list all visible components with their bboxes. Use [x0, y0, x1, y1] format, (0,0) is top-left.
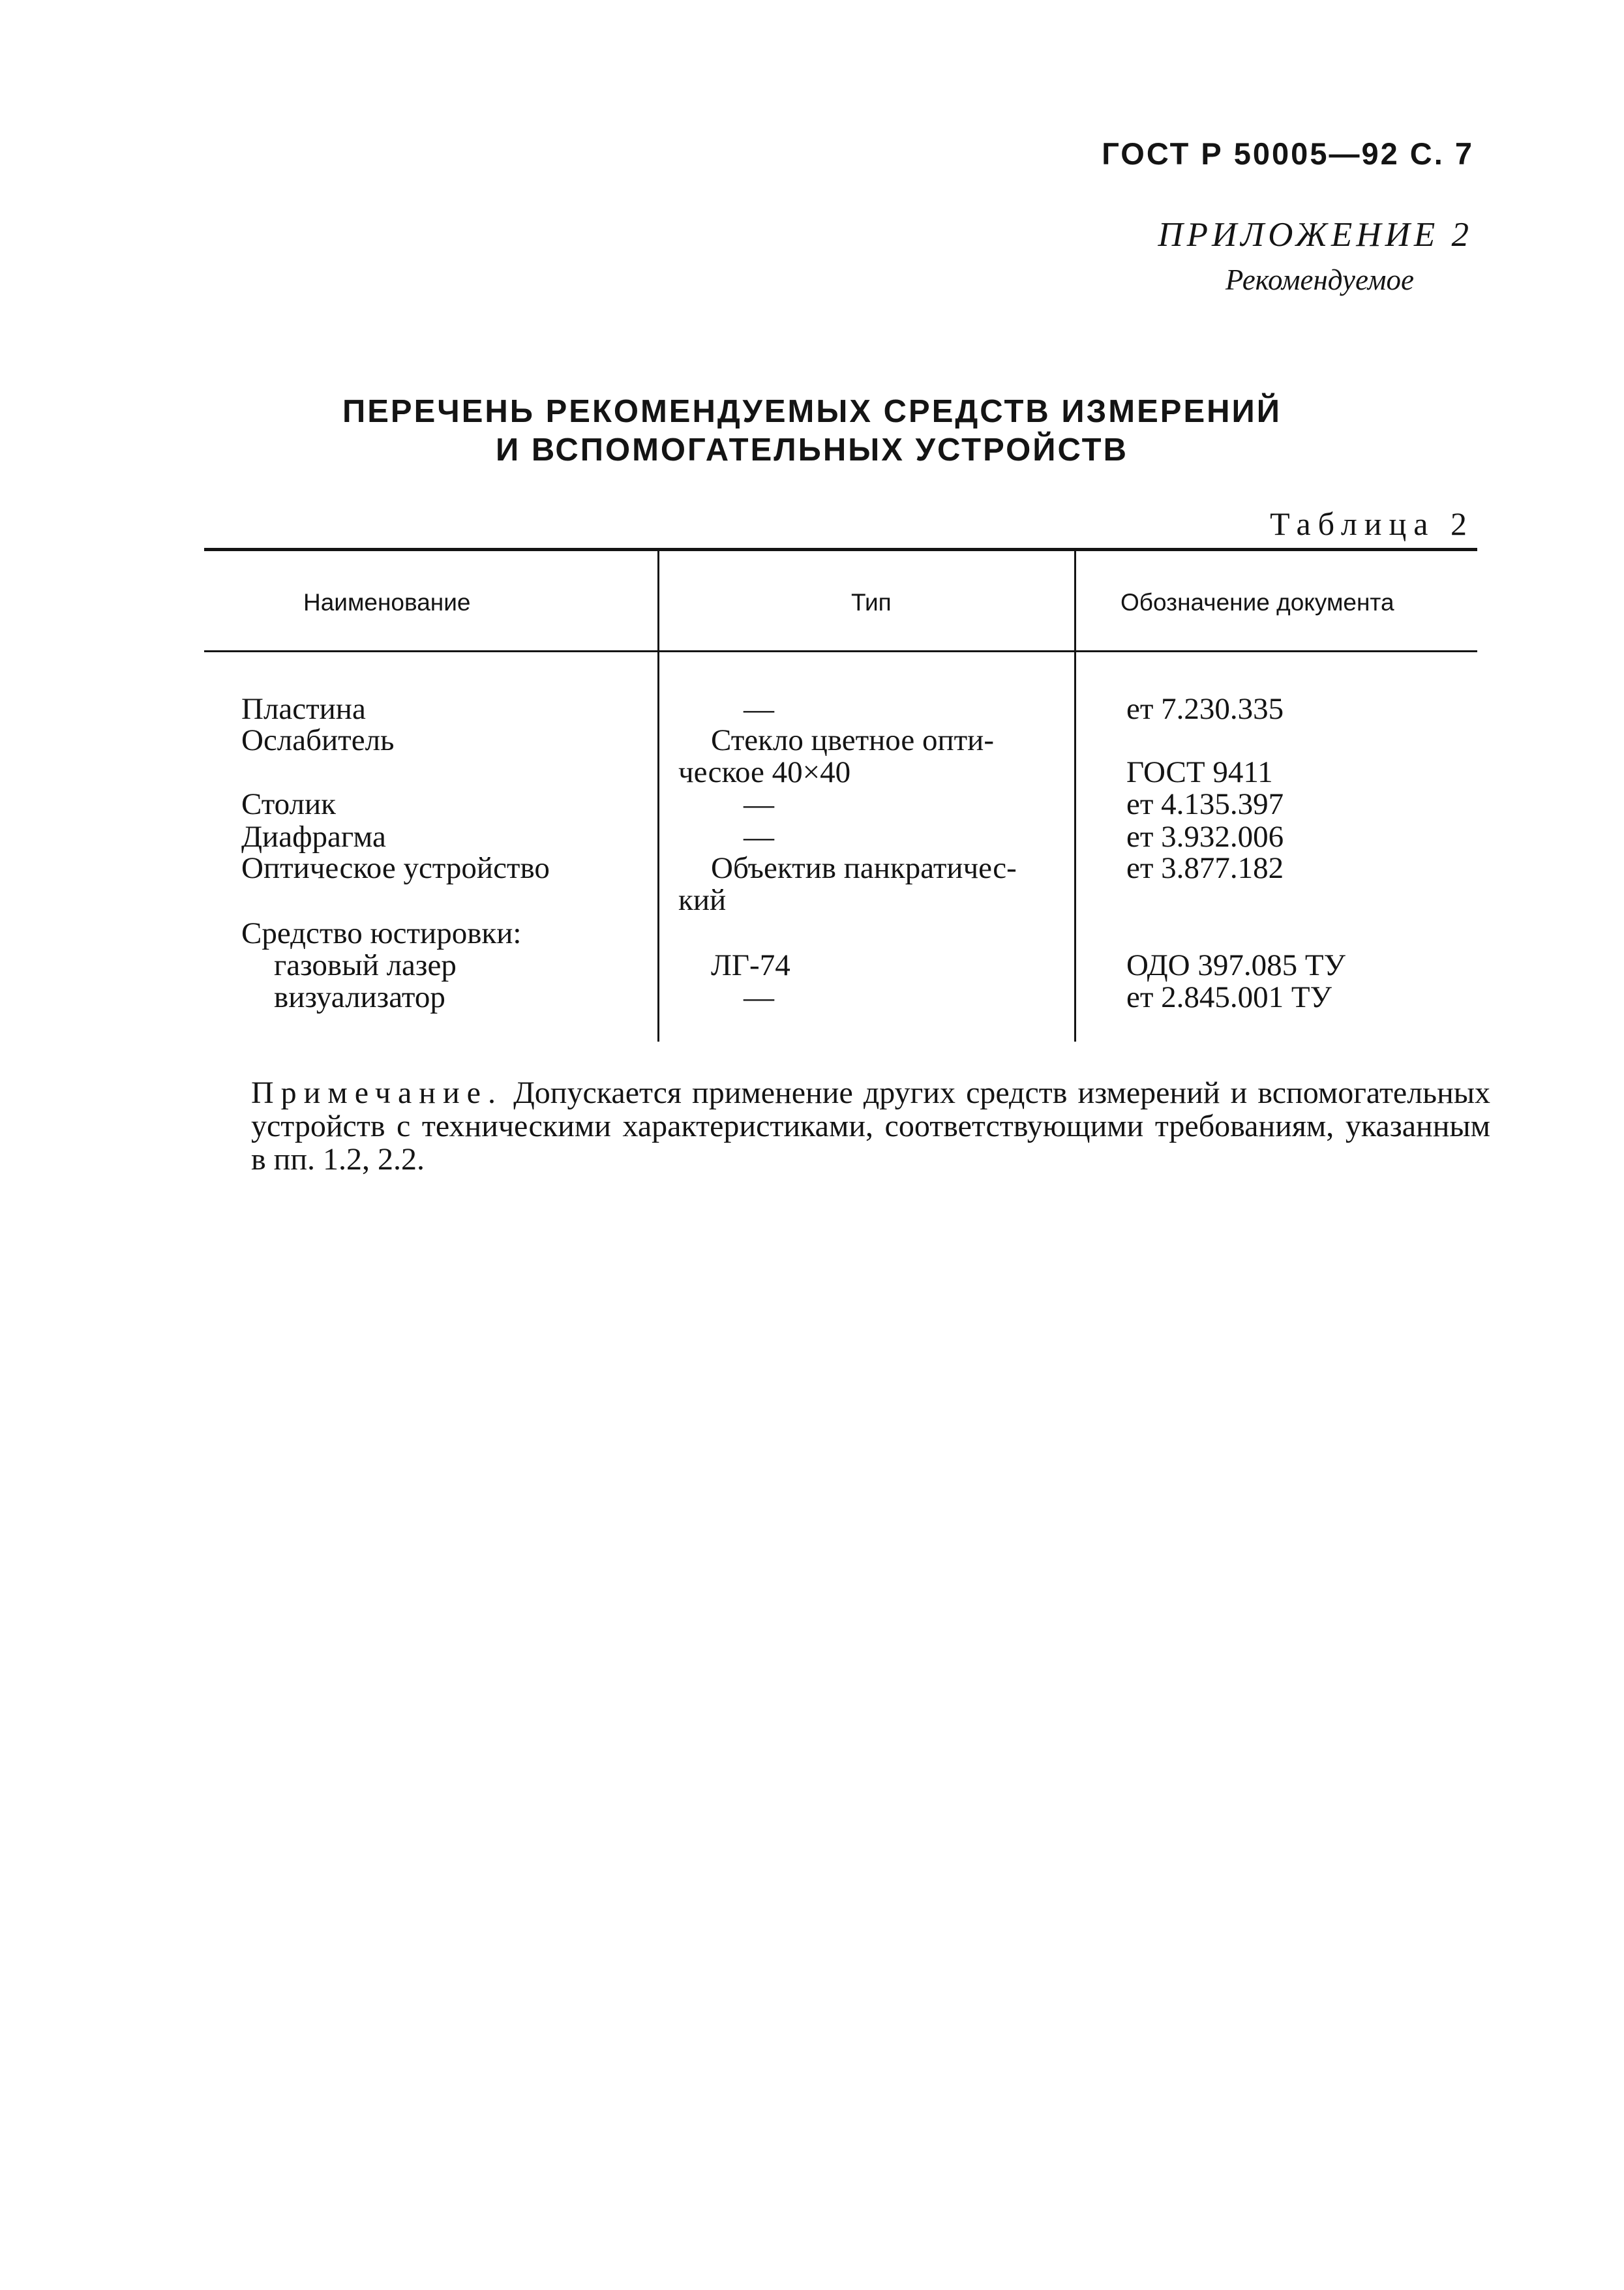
- table-cell-doc: ет 2.845.001 ТУ: [1126, 980, 1332, 1014]
- table-cell-doc: ГОСТ 9411: [1126, 755, 1273, 789]
- table-cell-doc: ет 3.877.182: [1126, 851, 1284, 885]
- column-divider-2: [1074, 551, 1076, 1042]
- table-cell-doc: ОДО 397.085 ТУ: [1126, 948, 1346, 982]
- table-label: Таблица 2: [1270, 505, 1474, 542]
- table-cell-name: Оптическое устройство: [241, 851, 550, 885]
- table-cell-doc: ет 3.932.006: [1126, 820, 1284, 854]
- table-cell-name: Диафрагма: [241, 820, 386, 854]
- table-cell-doc: ет 4.135.397: [1126, 787, 1284, 821]
- table-header-type: Тип: [851, 589, 892, 616]
- note-text: Допускается применение других средств измерений и вспомогательных устройств с техническими характеристиками, соответствующими требованиям, указанным в пп. 1.2, 2.2.: [251, 1076, 1491, 1177]
- table-note: [251, 1076, 1490, 1176]
- table-header-rule: [204, 650, 1477, 652]
- table-header-document: Обозначение документа: [1120, 589, 1394, 616]
- table-cell-name: визуализатор: [274, 980, 445, 1014]
- appendix-label: ПРИЛОЖЕНИЕ 2: [1158, 216, 1473, 254]
- page-title-line-1: ПЕРЕЧЕНЬ РЕКОМЕНДУЕМЫХ СРЕДСТВ ИЗМЕРЕНИЙ: [342, 394, 1282, 429]
- table-cell-type: Объектив панкратичес-: [711, 851, 1017, 885]
- table-cell-name: газовый лазер: [274, 948, 457, 982]
- page-title-line-2: И ВСПОМОГАТЕЛЬНЫХ УСТРОЙСТВ: [496, 432, 1128, 468]
- table-cell-type: —: [744, 820, 774, 854]
- table-cell-type: Стекло цветное опти-: [711, 723, 994, 757]
- column-divider-1: [657, 551, 659, 1042]
- table-cell-name: Пластина: [241, 692, 366, 726]
- document-header-code: ГОСТ Р 50005—92 С. 7: [1102, 136, 1474, 171]
- table-top-rule: [204, 548, 1477, 551]
- table-cell-name: Ослабитель: [241, 723, 395, 757]
- table-cell-type-continued: ческое 40×40: [678, 755, 851, 789]
- table-header-name: Наименование: [303, 589, 471, 616]
- note-label: Примечание.: [251, 1076, 503, 1110]
- table-cell-type: —: [744, 787, 774, 821]
- table-cell-type: ЛГ-74: [711, 948, 790, 982]
- table-cell-type: —: [744, 692, 774, 726]
- table-cell-name: Средство юстировки:: [241, 916, 522, 950]
- table-cell-type-continued: кий: [678, 883, 727, 917]
- table-cell-name: Столик: [241, 787, 336, 821]
- table-cell-doc: ет 7.230.335: [1126, 692, 1284, 726]
- appendix-status: Рекомендуемое: [1225, 264, 1414, 296]
- table-cell-type: —: [744, 980, 774, 1014]
